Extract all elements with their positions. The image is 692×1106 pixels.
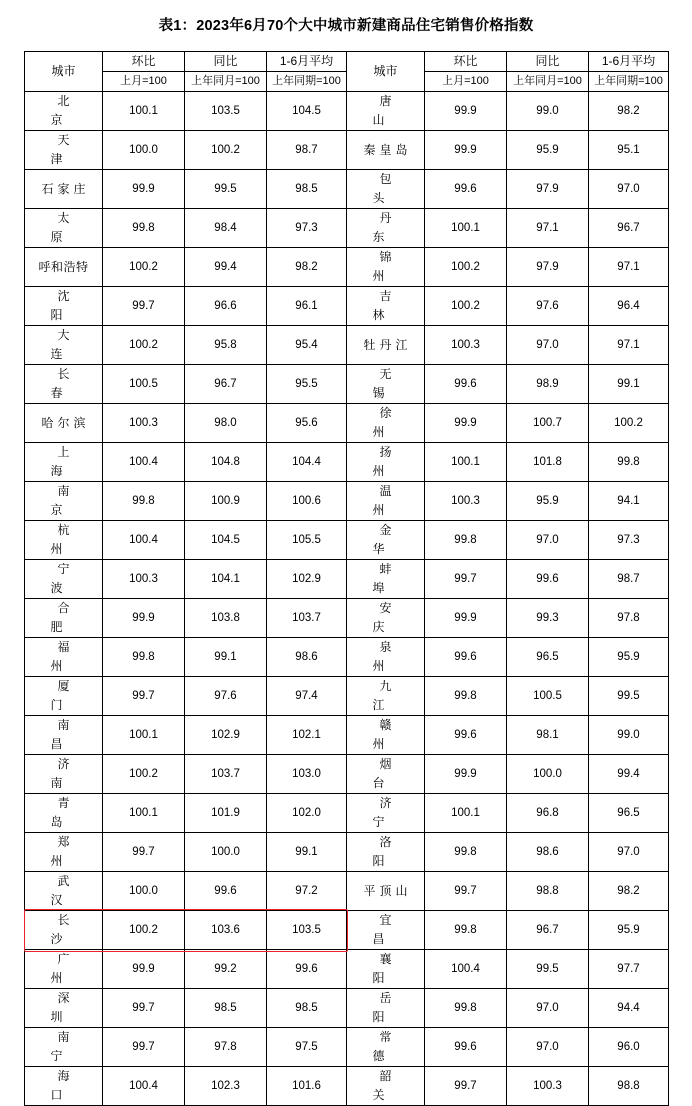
cell-city-left: 石家庄 (25, 170, 103, 209)
cell-mom-left: 99.8 (103, 209, 185, 248)
cell-city-right: 扬 州 (347, 443, 425, 482)
cell-city-left: 上 海 (25, 443, 103, 482)
cell-avg-left: 103.5 (267, 911, 347, 950)
cell-yoy-right: 97.0 (507, 521, 589, 560)
cell-city-left: 南 宁 (25, 1028, 103, 1067)
table-row (25, 365, 669, 404)
cell-mom-left: 99.8 (103, 638, 185, 677)
cell-avg-right: 94.1 (589, 482, 669, 521)
cell-avg-left: 104.5 (267, 92, 347, 131)
cell-yoy-left: 100.0 (185, 833, 267, 872)
cell-avg-right: 97.8 (589, 599, 669, 638)
cell-avg-left: 102.0 (267, 794, 347, 833)
table-row (25, 287, 669, 326)
cell-avg-right: 100.2 (589, 404, 669, 443)
cell-yoy-left: 97.6 (185, 677, 267, 716)
cell-mom-right: 99.9 (425, 755, 507, 794)
cell-avg-left: 103.7 (267, 599, 347, 638)
cell-mom-left: 99.9 (103, 170, 185, 209)
cell-yoy-right: 97.0 (507, 326, 589, 365)
cell-mom-right: 99.8 (425, 911, 507, 950)
cell-avg-left: 102.9 (267, 560, 347, 599)
cell-avg-right: 98.7 (589, 560, 669, 599)
cell-mom-left: 100.2 (103, 755, 185, 794)
table-row (25, 872, 669, 911)
cell-yoy-right: 95.9 (507, 482, 589, 521)
cell-avg-right: 96.5 (589, 794, 669, 833)
column-header-mom-left: 环比 (103, 52, 185, 72)
table-row (25, 326, 669, 365)
cell-avg-left: 97.3 (267, 209, 347, 248)
cell-mom-right: 99.6 (425, 170, 507, 209)
cell-city-right: 赣 州 (347, 716, 425, 755)
cell-yoy-left: 100.2 (185, 131, 267, 170)
cell-city-right: 丹 东 (347, 209, 425, 248)
cell-city-right: 安 庆 (347, 599, 425, 638)
cell-mom-left: 99.7 (103, 989, 185, 1028)
cell-yoy-left: 102.9 (185, 716, 267, 755)
cell-city-left: 大 连 (25, 326, 103, 365)
table-row (25, 248, 669, 287)
column-header-yoy-left: 同比 (185, 52, 267, 72)
cell-mom-left: 99.7 (103, 833, 185, 872)
cell-city-left: 郑 州 (25, 833, 103, 872)
cell-avg-left: 99.6 (267, 950, 347, 989)
cell-mom-right: 99.7 (425, 1067, 507, 1106)
cell-yoy-right: 100.5 (507, 677, 589, 716)
cell-avg-left: 98.2 (267, 248, 347, 287)
cell-avg-left: 95.6 (267, 404, 347, 443)
cell-mom-right: 100.1 (425, 794, 507, 833)
cell-yoy-right: 99.0 (507, 92, 589, 131)
cell-city-left: 深 圳 (25, 989, 103, 1028)
cell-avg-right: 99.5 (589, 677, 669, 716)
cell-mom-right: 99.8 (425, 677, 507, 716)
cell-avg-right: 97.1 (589, 326, 669, 365)
cell-mom-right: 99.9 (425, 131, 507, 170)
cell-mom-right: 99.6 (425, 365, 507, 404)
cell-yoy-right: 98.9 (507, 365, 589, 404)
cell-city-left: 济 南 (25, 755, 103, 794)
cell-avg-right: 96.4 (589, 287, 669, 326)
price-index-table-wrapper (24, 51, 668, 1106)
cell-mom-left: 100.3 (103, 404, 185, 443)
column-subheader-avg-right: 上年同期=100 (589, 72, 669, 92)
cell-avg-right: 99.8 (589, 443, 669, 482)
cell-avg-right: 96.0 (589, 1028, 669, 1067)
table-row (25, 950, 669, 989)
cell-city-left: 武 汉 (25, 872, 103, 911)
cell-city-right: 常 德 (347, 1028, 425, 1067)
table-row (25, 209, 669, 248)
cell-avg-left: 101.6 (267, 1067, 347, 1106)
cell-mom-right: 99.8 (425, 521, 507, 560)
table-row (25, 443, 669, 482)
cell-avg-left: 98.5 (267, 989, 347, 1028)
cell-yoy-right: 96.7 (507, 911, 589, 950)
cell-avg-left: 98.5 (267, 170, 347, 209)
cell-yoy-left: 103.5 (185, 92, 267, 131)
cell-mom-left: 100.2 (103, 248, 185, 287)
cell-mom-right: 100.4 (425, 950, 507, 989)
cell-avg-right: 97.1 (589, 248, 669, 287)
cell-city-right: 洛 阳 (347, 833, 425, 872)
cell-yoy-left: 100.9 (185, 482, 267, 521)
cell-avg-left: 98.6 (267, 638, 347, 677)
cell-yoy-left: 102.3 (185, 1067, 267, 1106)
cell-avg-left: 97.2 (267, 872, 347, 911)
cell-mom-left: 99.7 (103, 677, 185, 716)
cell-avg-right: 98.8 (589, 1067, 669, 1106)
cell-yoy-right: 99.3 (507, 599, 589, 638)
cell-city-right: 平顶山 (347, 872, 425, 911)
cell-city-left: 南 昌 (25, 716, 103, 755)
cell-avg-left: 96.1 (267, 287, 347, 326)
cell-mom-right: 99.8 (425, 833, 507, 872)
table-row (25, 560, 669, 599)
cell-mom-right: 99.6 (425, 716, 507, 755)
cell-mom-left: 100.1 (103, 92, 185, 131)
cell-avg-left: 98.7 (267, 131, 347, 170)
table-body (25, 92, 669, 1106)
cell-mom-left: 100.0 (103, 872, 185, 911)
cell-avg-left: 99.1 (267, 833, 347, 872)
cell-yoy-left: 96.7 (185, 365, 267, 404)
cell-city-right: 金 华 (347, 521, 425, 560)
cell-avg-right: 95.9 (589, 638, 669, 677)
table-row (25, 989, 669, 1028)
cell-yoy-left: 95.8 (185, 326, 267, 365)
table-row (25, 599, 669, 638)
cell-yoy-left: 97.8 (185, 1028, 267, 1067)
cell-yoy-left: 103.7 (185, 755, 267, 794)
table-row (25, 716, 669, 755)
cell-mom-right: 99.7 (425, 560, 507, 599)
table-row (25, 833, 669, 872)
page-title: 表1：2023年6月70个大中城市新建商品住宅销售价格指数 (158, 18, 534, 34)
cell-city-left: 广 州 (25, 950, 103, 989)
cell-city-left: 哈尔滨 (25, 404, 103, 443)
cell-yoy-right: 97.0 (507, 989, 589, 1028)
column-subheader-yoy-left: 上年同月=100 (185, 72, 267, 92)
cell-yoy-right: 100.0 (507, 755, 589, 794)
table-header-row-main (25, 52, 669, 72)
cell-avg-right: 99.0 (589, 716, 669, 755)
table-row (25, 404, 669, 443)
cell-city-left: 合 肥 (25, 599, 103, 638)
cell-mom-right: 100.2 (425, 248, 507, 287)
cell-yoy-left: 99.5 (185, 170, 267, 209)
column-subheader-mom-left: 上月=100 (103, 72, 185, 92)
cell-mom-left: 100.1 (103, 716, 185, 755)
cell-city-right: 锦 州 (347, 248, 425, 287)
cell-mom-left: 100.2 (103, 911, 185, 950)
cell-yoy-right: 96.8 (507, 794, 589, 833)
cell-avg-right: 99.1 (589, 365, 669, 404)
cell-mom-right: 100.1 (425, 209, 507, 248)
table-row (25, 677, 669, 716)
cell-city-right: 吉 林 (347, 287, 425, 326)
cell-yoy-left: 104.1 (185, 560, 267, 599)
cell-avg-right: 98.2 (589, 92, 669, 131)
cell-city-left: 宁 波 (25, 560, 103, 599)
cell-yoy-right: 99.5 (507, 950, 589, 989)
cell-mom-left: 100.4 (103, 443, 185, 482)
cell-mom-left: 100.5 (103, 365, 185, 404)
cell-city-left: 呼和浩特 (25, 248, 103, 287)
cell-yoy-right: 97.6 (507, 287, 589, 326)
cell-mom-left: 99.7 (103, 1028, 185, 1067)
cell-city-left: 青 岛 (25, 794, 103, 833)
cell-yoy-right: 98.6 (507, 833, 589, 872)
cell-mom-right: 99.8 (425, 989, 507, 1028)
cell-yoy-left: 101.9 (185, 794, 267, 833)
cell-mom-left: 99.8 (103, 482, 185, 521)
cell-avg-right: 99.4 (589, 755, 669, 794)
cell-yoy-right: 97.9 (507, 170, 589, 209)
cell-mom-right: 100.2 (425, 287, 507, 326)
cell-city-right: 徐 州 (347, 404, 425, 443)
cell-mom-right: 99.7 (425, 872, 507, 911)
table-row (25, 794, 669, 833)
cell-city-left: 长 春 (25, 365, 103, 404)
cell-avg-right: 96.7 (589, 209, 669, 248)
column-header-city-left: 城市 (25, 52, 103, 92)
cell-mom-right: 100.3 (425, 482, 507, 521)
cell-avg-right: 97.0 (589, 833, 669, 872)
column-header-avg-right: 1-6月平均 (589, 52, 669, 72)
cell-city-right: 唐 山 (347, 92, 425, 131)
cell-yoy-right: 100.7 (507, 404, 589, 443)
cell-mom-left: 100.1 (103, 794, 185, 833)
cell-yoy-left: 104.8 (185, 443, 267, 482)
cell-yoy-right: 97.0 (507, 1028, 589, 1067)
cell-city-right: 蚌 埠 (347, 560, 425, 599)
cell-city-right: 秦皇岛 (347, 131, 425, 170)
cell-city-right: 温 州 (347, 482, 425, 521)
cell-mom-left: 100.4 (103, 1067, 185, 1106)
table-row (25, 911, 669, 950)
cell-yoy-left: 98.0 (185, 404, 267, 443)
cell-avg-right: 97.0 (589, 170, 669, 209)
cell-city-left: 长 沙 (25, 911, 103, 950)
table-row (25, 638, 669, 677)
cell-mom-left: 99.7 (103, 287, 185, 326)
column-header-mom-right: 环比 (425, 52, 507, 72)
cell-city-right: 岳 阳 (347, 989, 425, 1028)
table-row (25, 131, 669, 170)
cell-yoy-left: 103.8 (185, 599, 267, 638)
cell-yoy-right: 100.3 (507, 1067, 589, 1106)
cell-city-left: 福 州 (25, 638, 103, 677)
cell-city-right: 九 江 (347, 677, 425, 716)
cell-city-right: 宜 昌 (347, 911, 425, 950)
cell-city-right: 泉 州 (347, 638, 425, 677)
table-header (25, 52, 669, 92)
cell-yoy-left: 99.2 (185, 950, 267, 989)
column-subheader-mom-right: 上月=100 (425, 72, 507, 92)
table-row (25, 1067, 669, 1106)
cell-yoy-left: 98.5 (185, 989, 267, 1028)
cell-yoy-right: 98.1 (507, 716, 589, 755)
cell-city-left: 沈 阳 (25, 287, 103, 326)
cell-city-right: 韶 关 (347, 1067, 425, 1106)
cell-yoy-right: 97.9 (507, 248, 589, 287)
column-header-yoy-right: 同比 (507, 52, 589, 72)
cell-mom-left: 100.2 (103, 326, 185, 365)
cell-city-right: 包 头 (347, 170, 425, 209)
column-subheader-avg-left: 上年同期=100 (267, 72, 347, 92)
table-row (25, 482, 669, 521)
cell-city-right: 牡丹江 (347, 326, 425, 365)
cell-city-left: 海 口 (25, 1067, 103, 1106)
cell-yoy-right: 99.6 (507, 560, 589, 599)
cell-yoy-left: 99.6 (185, 872, 267, 911)
cell-mom-right: 99.9 (425, 92, 507, 131)
table-row (25, 521, 669, 560)
cell-yoy-right: 96.5 (507, 638, 589, 677)
cell-yoy-left: 96.6 (185, 287, 267, 326)
cell-mom-left: 100.4 (103, 521, 185, 560)
cell-mom-left: 99.9 (103, 950, 185, 989)
cell-city-left: 太 原 (25, 209, 103, 248)
cell-yoy-right: 95.9 (507, 131, 589, 170)
cell-avg-left: 100.6 (267, 482, 347, 521)
cell-mom-left: 100.3 (103, 560, 185, 599)
cell-city-right: 济 宁 (347, 794, 425, 833)
price-index-table (24, 51, 669, 1106)
cell-avg-right: 97.7 (589, 950, 669, 989)
cell-avg-left: 95.4 (267, 326, 347, 365)
cell-yoy-left: 103.6 (185, 911, 267, 950)
cell-avg-left: 103.0 (267, 755, 347, 794)
cell-avg-right: 95.1 (589, 131, 669, 170)
cell-avg-right: 94.4 (589, 989, 669, 1028)
cell-mom-right: 99.9 (425, 404, 507, 443)
cell-city-left: 天 津 (25, 131, 103, 170)
cell-mom-right: 100.3 (425, 326, 507, 365)
cell-city-left: 杭 州 (25, 521, 103, 560)
cell-yoy-left: 99.4 (185, 248, 267, 287)
cell-yoy-right: 98.8 (507, 872, 589, 911)
cell-avg-left: 102.1 (267, 716, 347, 755)
table-row (25, 92, 669, 131)
cell-avg-left: 105.5 (267, 521, 347, 560)
table-row (25, 755, 669, 794)
column-subheader-yoy-right: 上年同月=100 (507, 72, 589, 92)
cell-avg-right: 98.2 (589, 872, 669, 911)
cell-city-left: 北 京 (25, 92, 103, 131)
cell-city-left: 南 京 (25, 482, 103, 521)
cell-city-right: 襄 阳 (347, 950, 425, 989)
cell-mom-left: 99.9 (103, 599, 185, 638)
cell-mom-right: 99.6 (425, 1028, 507, 1067)
cell-city-left: 厦 门 (25, 677, 103, 716)
column-header-avg-left: 1-6月平均 (267, 52, 347, 72)
cell-mom-right: 99.9 (425, 599, 507, 638)
table-row (25, 1028, 669, 1067)
cell-city-right: 无 锡 (347, 365, 425, 404)
cell-avg-right: 95.9 (589, 911, 669, 950)
cell-yoy-right: 101.8 (507, 443, 589, 482)
cell-city-right: 烟 台 (347, 755, 425, 794)
cell-yoy-right: 97.1 (507, 209, 589, 248)
table-row (25, 170, 669, 209)
cell-yoy-left: 99.1 (185, 638, 267, 677)
cell-avg-left: 104.4 (267, 443, 347, 482)
cell-yoy-left: 104.5 (185, 521, 267, 560)
cell-avg-left: 95.5 (267, 365, 347, 404)
cell-avg-right: 97.3 (589, 521, 669, 560)
column-header-city-right: 城市 (347, 52, 425, 92)
cell-mom-right: 99.6 (425, 638, 507, 677)
cell-mom-left: 100.0 (103, 131, 185, 170)
cell-avg-left: 97.4 (267, 677, 347, 716)
cell-mom-right: 100.1 (425, 443, 507, 482)
cell-avg-left: 97.5 (267, 1028, 347, 1067)
cell-yoy-left: 98.4 (185, 209, 267, 248)
